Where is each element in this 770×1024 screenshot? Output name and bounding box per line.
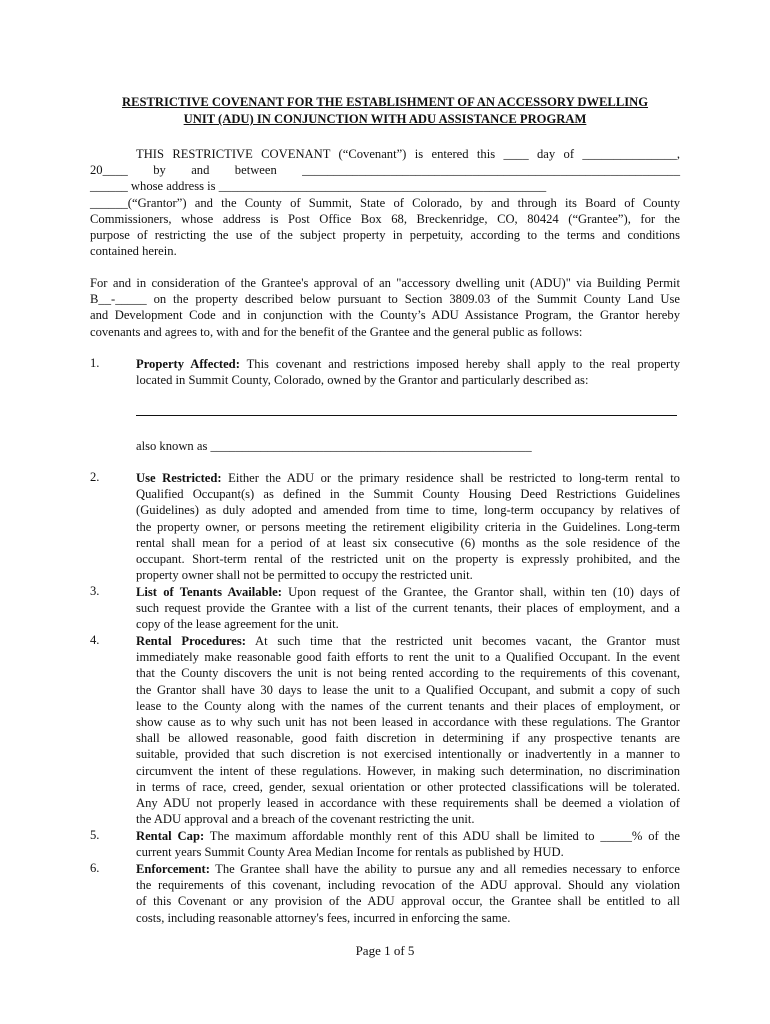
item-number: 4. xyxy=(90,633,100,647)
item-number: 5. xyxy=(90,828,100,842)
item-number: 2. xyxy=(90,470,100,484)
intro-line: contained herein. xyxy=(90,244,177,259)
item-heading: Rental Cap: xyxy=(136,829,205,843)
item-heading: Property Affected: xyxy=(136,357,240,371)
item-number: 3. xyxy=(90,584,100,598)
item-rental-procedures xyxy=(136,633,680,827)
item-text: circumvent the intent of these regulations. However, in making such determination, no discrimination xyxy=(136,763,680,778)
item-text: copy of the lease agreement for the unit. xyxy=(136,617,339,632)
consideration-paragraph xyxy=(90,275,680,340)
item-text: The Grantee shall have the ability to pursue any and all remedies necessary to enforce xyxy=(209,862,680,876)
consideration-line: covenants and agrees to, with and for the benefit of the Grantee and the general public as follows: xyxy=(90,324,583,339)
item-text: such request provide the Grantee with a list of the current tenants, their places of employment, and a xyxy=(136,601,680,616)
legal-description-blank-line xyxy=(136,415,677,416)
document-title xyxy=(60,94,710,128)
item-heading: Rental Procedures: xyxy=(136,634,246,648)
item-number: 1. xyxy=(90,356,100,370)
item-text: show cause as to why such unit has not been leased in accordance with these regulations. The Grantor xyxy=(136,715,680,730)
intro-paragraph xyxy=(90,146,680,259)
item-heading: Enforcement: xyxy=(136,862,210,876)
item-text: that the County discovers the unit is not being rented according to the requirements of this covenant, xyxy=(136,666,680,681)
item-text: occupant. Short-term rental of the restricted unit on the property is expressly prohibited, and the xyxy=(136,552,680,567)
item-text: This covenant and restrictions imposed hereby shall apply to the real property xyxy=(239,357,680,371)
item-text: Qualified Occupant(s) as defined in the Summit County Housing Deed Restrictions Guidelines xyxy=(136,487,680,502)
title-line-2: UNIT (ADU) IN CONJUNCTION WITH ADU ASSISTANCE PROGRAM xyxy=(183,112,587,126)
item-text: the ADU approval and a breach of the covenant restricting the unit. xyxy=(136,812,475,827)
also-known-as xyxy=(136,438,680,454)
item-text: the Grantor shall have 30 days to lease the unit to a Qualified Occupant, and submit a copy of such xyxy=(136,682,680,697)
item-text: lease to the County along with the names of the current tenants and their places of employment, or xyxy=(136,698,680,713)
intro-line: Commissioners, whose address is Post Office Box 68, Breckenridge, CO, 80424 (“Grantee”), for the xyxy=(90,211,680,226)
item-text: Any ADU not properly leased in accordance with these requirements shall be deemed a violation of xyxy=(136,796,680,811)
intro-line: ______(“Grantor”) and the County of Summit, State of Colorado, by and through its Board of County xyxy=(90,195,680,210)
intro-line: 20____ by and between ____________________________________________________________ xyxy=(90,163,680,178)
consideration-line: B__-_____ on the property described below pursuant to Section 3809.03 of the Summit County Land Use xyxy=(90,292,680,307)
item-text: (Guidelines) as duly adopted and amended from time to time, long-term occupancy by relatives of xyxy=(136,503,680,518)
item-text: The maximum affordable monthly rent of this ADU shall be limited to _____% of the xyxy=(204,829,680,843)
item-text: the requirements of this covenant, including revocation of the ADU approval. Should any violation xyxy=(136,878,680,893)
item-text: in terms of race, creed, gender, sexual orientation or other protected classifications will be tolerated. xyxy=(136,779,680,794)
item-heading: List of Tenants Available: xyxy=(136,585,282,599)
item-property-affected xyxy=(136,356,680,388)
item-text: shall be allowed reasonable, good faith discretion in determining if any prospective tenants are xyxy=(136,731,680,746)
item-text: suitable, provided that such discretion is not exercised intentionally or inadvertently in a manner to xyxy=(136,747,680,762)
item-text: the property owner, or persons meeting the retirement eligibility criteria in the Guidelines. Long-term xyxy=(136,519,680,534)
item-text: located in Summit County, Colorado, owned by the Grantor and particularly described as: xyxy=(136,373,589,388)
intro-line: ______ whose address is ____________________________________________________ xyxy=(90,179,547,194)
title-line-1: RESTRICTIVE COVENANT FOR THE ESTABLISHMENT OF AN ACCESSORY DWELLING xyxy=(121,95,649,109)
item-use-restricted xyxy=(136,470,680,583)
item-enforcement xyxy=(136,861,680,926)
item-text: At such time that the restricted unit becomes vacant, the Grantor must xyxy=(246,634,680,648)
intro-line: purpose of restricting the use of the subject property in perpetuity, according to the terms and conditions xyxy=(90,228,680,243)
item-text: property owner shall not be permitted to occupy the restricted unit. xyxy=(136,568,473,583)
item-text: Either the ADU or the primary residence shall be restricted to long-term rental to xyxy=(221,471,680,485)
item-text: immediately make reasonable good faith efforts to rent the unit to a Qualified Occupant. In the event xyxy=(136,650,680,665)
item-text: Upon request of the Grantee, the Grantor shall, within ten (10) days of xyxy=(281,585,680,599)
consideration-line: For and in consideration of the Grantee's approval of an "accessory dwelling unit (ADU)" via Building Permit xyxy=(90,276,680,290)
consideration-line: and Development Code and in conjunction with the County’s ADU Assistance Program, the Grantor hereby xyxy=(90,308,680,323)
item-text: costs, including reasonable attorney's fees, incurred in enforcing the same. xyxy=(136,910,511,925)
intro-line: THIS RESTRICTIVE COVENANT (“Covenant”) is entered this ____ day of _______________, xyxy=(136,147,680,161)
item-text: rental shall mean for a period of at least six consecutive (6) months as the sole residence of the xyxy=(136,535,680,550)
item-text: of this Covenant or any provision of the ADU approval occur, the Grantee shall be entitled to all xyxy=(136,894,680,909)
aka-text: also known as ___________________________________________________ xyxy=(136,439,532,453)
item-text: current years Summit County Area Median Income for rentals as published by HUD. xyxy=(136,845,564,860)
item-heading: Use Restricted: xyxy=(136,471,222,485)
item-rental-cap xyxy=(136,828,680,860)
item-list-of-tenants xyxy=(136,584,680,633)
page-number: Page 1 of 5 xyxy=(355,943,415,958)
item-number: 6. xyxy=(90,861,100,875)
